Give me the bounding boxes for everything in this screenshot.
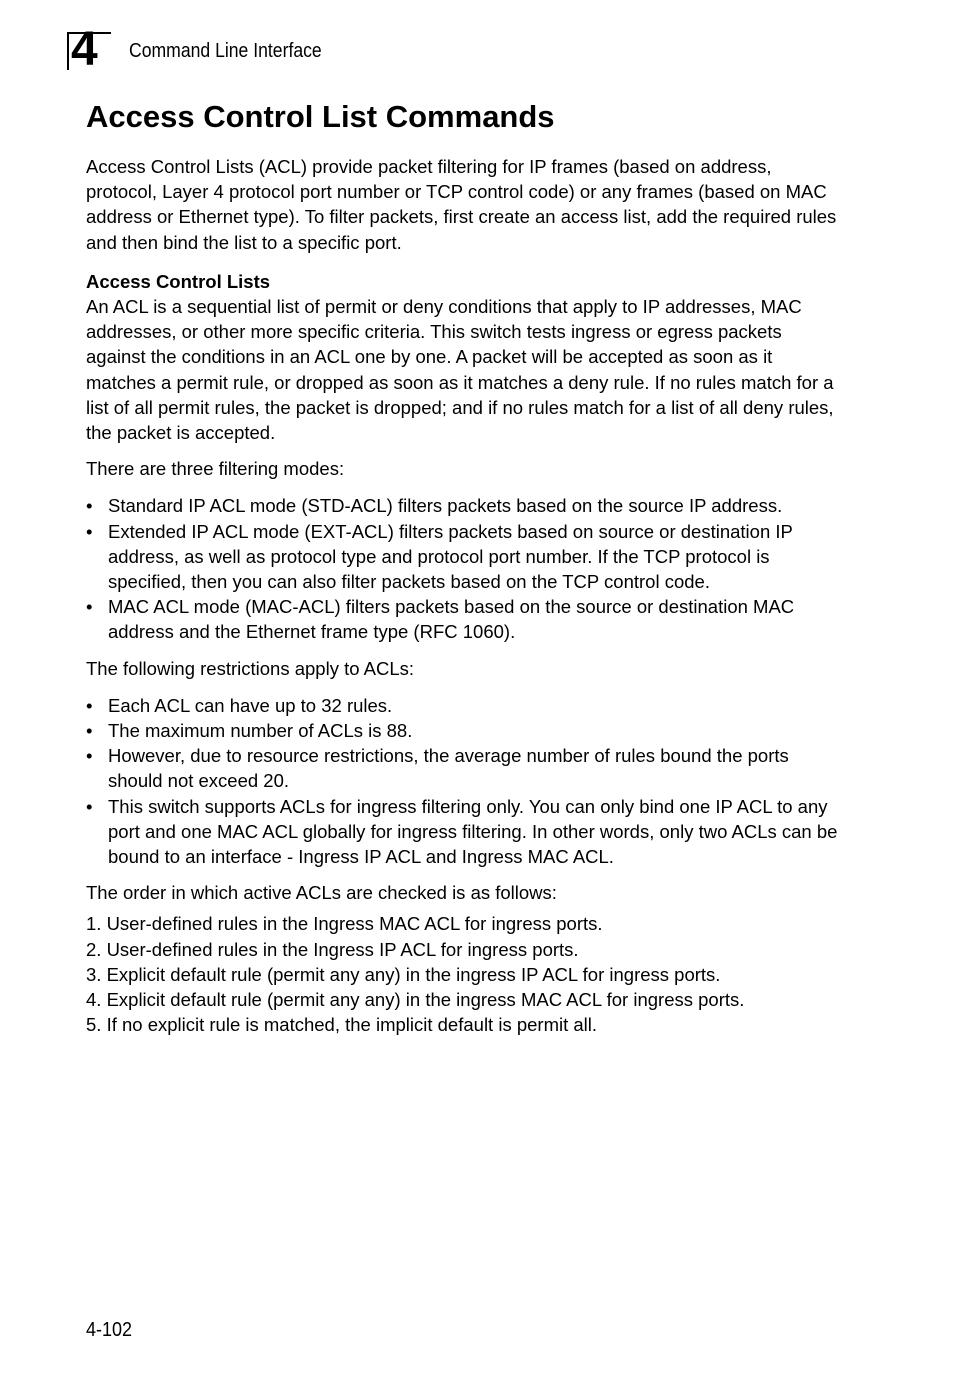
bullet-icon: •	[86, 596, 93, 618]
list-item-text: MAC ACL mode (MAC-ACL) filters packets based on the source or destination MAC address and the Ethernet frame type (RFC 1060).	[108, 596, 795, 643]
list-item	[86, 718, 846, 743]
bullet-icon: •	[86, 694, 93, 716]
list-item: 5. If no explicit rule is matched, the implicit default is permit all.	[86, 1014, 598, 1036]
intro-paragraph: Access Control Lists (ACL) provide packet filtering for IP frames (based on address, protocol, Layer 4 protocol port number or TCP control code) or any frames (based on MAC address or Ethernet type). To filter packets, first create an access list, add the required rules and then bind the list to a specific port.	[86, 156, 837, 253]
bullet-icon: •	[86, 720, 93, 742]
list-item-text: However, due to resource restrictions, the average number of rules bound the ports should not exceed 20.	[108, 745, 789, 792]
acl-paragraph: An ACL is a sequential list of permit or deny conditions that apply to IP addresses, MAC addresses, or other more specific criteria. This switch tests ingress or egress packets against the conditions in an ACL one by one. A packet will be accepted as soon as it matches a permit rule, or dropped as soon as it matches a deny rule. If no rules match for a list of all permit rules, the packet is dropped; and if no rules match for a list of all deny rules, the packet is accepted.	[86, 296, 834, 444]
modes-list	[86, 493, 846, 644]
running-header: Command Line Interface	[129, 40, 322, 62]
page-body	[86, 154, 846, 1049]
list-item: 4. Explicit default rule (permit any any) in the ingress MAC ACL for ingress ports.	[86, 989, 745, 1011]
list-item: 1. User-defined rules in the Ingress MAC ACL for ingress ports.	[86, 913, 603, 935]
restrictions-list	[86, 693, 846, 869]
order-list	[86, 911, 846, 1037]
page-title: Access Control List Commands	[86, 99, 555, 134]
modes-lead: There are three filtering modes:	[86, 458, 345, 480]
chapter-tab	[67, 23, 111, 76]
list-item-text: The maximum number of ACLs is 88.	[108, 720, 413, 742]
list-item-text: Each ACL can have up to 32 rules.	[108, 694, 393, 716]
chapter-tab-rule-vertical	[67, 32, 69, 70]
list-item: 2. User-defined rules in the Ingress IP ACL for ingress ports.	[86, 938, 579, 960]
list-item	[86, 743, 846, 793]
page-number: 4-102	[86, 1319, 133, 1341]
list-item	[86, 594, 846, 644]
list-item-text: Extended IP ACL mode (EXT-ACL) filters packets based on source or destination IP address, as well as protocol type and protocol port number. If the TCP protocol is specified, then you can also filter packets based on the TCP control code.	[108, 520, 793, 593]
list-item-text: Standard IP ACL mode (STD-ACL) filters packets based on the source IP address.	[108, 495, 783, 517]
chapter-number: 4	[71, 23, 97, 76]
list-item	[86, 794, 846, 870]
bullet-icon: •	[86, 520, 93, 542]
list-item	[86, 519, 846, 595]
list-item-text: This switch supports ACLs for ingress filtering only. You can only bind one IP ACL to any port and one MAC ACL globally for ingress filtering. In other words, only two ACLs can be bound to an interface - Ingress IP ACL and Ingress MAC ACL.	[108, 795, 838, 868]
bullet-icon: •	[86, 745, 93, 767]
bullet-icon: •	[86, 495, 93, 517]
section-heading: Access Control Lists	[86, 270, 271, 292]
list-item: 3. Explicit default rule (permit any any) in the ingress IP ACL for ingress ports.	[86, 963, 721, 985]
bullet-icon: •	[86, 795, 93, 817]
list-item	[86, 493, 846, 518]
restrictions-lead: The following restrictions apply to ACLs:	[86, 657, 415, 679]
list-item	[86, 693, 846, 718]
order-lead: The order in which active ACLs are checked is as follows:	[86, 882, 557, 904]
